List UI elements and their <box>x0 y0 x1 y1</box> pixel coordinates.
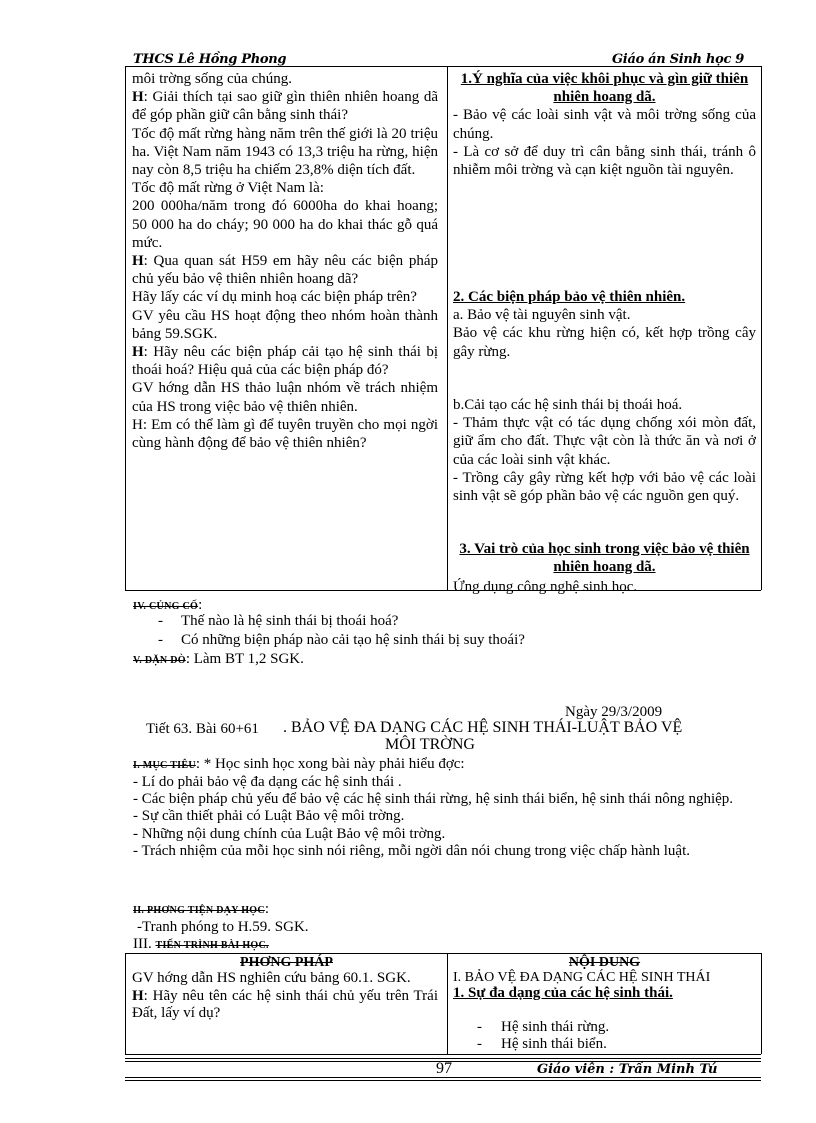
objective-4: - Trách nhiệm của mỗi học sinh nói riêng, mỗi ngời dân nói chung trong việc chấp hành luật. <box>133 842 690 859</box>
left-question-5: H: Qua quan sát H59 em hãy nêu các biện pháp chủ yếu bảo vệ thiên nhiên hoang dã? <box>132 253 438 288</box>
lesson-title-line1: . BẢO VỆ ĐA DẠNG CÁC HỆ SINH THÁI-LUẬT BẢO VỆ <box>283 719 683 736</box>
section3-heading: 3. Vai trò của học sinh trong việc bảo vệ thiên nhiên hoang dã. <box>459 541 750 576</box>
left-text-10: H: Em có thể làm gì để tuyên truyền cho mọi ngời cùng hành động để bảo vệ thiên nhiên? <box>132 416 438 452</box>
objectives-list <box>133 774 761 860</box>
left-text-7: GV yêu cầu HS hoạt động theo nhóm hoàn thành bảng 59.SGK. <box>132 307 438 342</box>
objective-1: - Các biện pháp chủ yếu để bảo vệ các hệ sinh thái rừng, hệ sinh thái biển, hệ sinh thái nông nghiệp. <box>133 791 734 808</box>
table2-right-sub: 1. Sự đa dạng của các hệ sinh thái. <box>453 985 673 1001</box>
table1-right-block3 <box>453 396 756 505</box>
consolidate-item-0: Thế nào là hệ sinh thái bị thoái hoá? <box>181 613 399 629</box>
section1-heading: 1.Ý nghĩa của việc khôi phục và gìn giữ thiên nhiên hoang dã. <box>460 71 749 106</box>
left-text-2: Tốc độ mất rừng hàng năm trên thế giới là 20 triệu ha. Việt Nam năm 1943 có 13,3 triệu ha rừng, hiện nay còn 8,5 triệu ha chiếm 23,8% diện tích đất. <box>132 125 438 179</box>
process-title: TIẾN TRÌNH BÀI HỌC. <box>155 940 269 951</box>
section2-item-1: Bảo vệ các khu rừng hiện có, kết hợp trồng cây gây rừng. <box>453 325 756 360</box>
left-text-3: Tốc độ mất rừng ở Việt Nam là: <box>132 180 324 197</box>
left-text-4: 200 000ha/năm trong đó 6000ha do khai hoang; 50 000 ha do cháy; 90 000 ha do khai thác gỗ quá mức. <box>132 198 438 251</box>
section2-heading: 2. Các biện pháp bảo vệ thiên nhiên. <box>453 289 686 305</box>
homework-text: : Làm BT 1,2 SGK. <box>185 651 304 667</box>
section2b-item-2: - Trồng cây gây rừng kết hợp với bảo vệ các loài sinh vật sẽ góp phần bảo vệ các nguồn gen quý. <box>453 469 756 505</box>
table1-right-block4 <box>453 540 756 597</box>
header-left: THCS Lê Hồng Phong <box>133 52 287 67</box>
footer-teacher: Giáo viên : Trần Minh Tú <box>537 1062 718 1077</box>
footer-rule-3 <box>125 1077 761 1078</box>
left-text-0: môi trờng sống của chúng. <box>132 71 292 87</box>
left-question-1: H: Giải thích tại sao giữ gìn thiên nhiên hoang dã để góp phần giữ cân bằng sinh thái? <box>132 89 438 124</box>
table1-right-block1 <box>453 70 756 179</box>
section2b-item-1: - Thảm thực vật có tác dụng chống xói mòn đất, giữ ẩm cho đất. Thực vật còn là thức ăn và nơi ở của các loài sinh vật khác. <box>453 415 756 468</box>
section3-text: Ứng dụng công nghệ sinh học. <box>453 579 638 596</box>
table2-right-border <box>761 953 762 1054</box>
homework-line <box>133 651 304 669</box>
process-title-line: III. TIẾN TRÌNH BÀI HỌC. <box>133 936 269 952</box>
header-right: Giáo án Sinh học 9 <box>612 52 745 67</box>
table2-dash-0: - <box>477 1019 482 1035</box>
equipment-title-line: II. PHƠNG TIỆN DẠY HỌC: <box>133 901 270 917</box>
objectives-intro-line <box>133 756 465 774</box>
table1-right-block2 <box>453 288 756 361</box>
equipment-title: II. PHƠNG TIỆN DẠY HỌC <box>133 905 265 916</box>
section1-item-1: - Là cơ sở để duy trì cân bằng sinh thái, tránh ô nhiễm môi trờng và cạn kiệt nguồn tài nguyên. <box>453 143 756 179</box>
table2-col2-head: NỘI DUNG <box>568 955 641 970</box>
consolidate-dash-1: - <box>158 632 163 648</box>
equipment-item: -Tranh phóng to H.59. SGK. <box>137 919 309 935</box>
table2-col1-head: PHƠNG PHÁP <box>240 955 333 970</box>
objectives-intro: : * Học sinh học xong bài này phải hiểu đợc: <box>195 756 465 772</box>
lesson-date: Ngày 29/3/2009 <box>565 704 663 720</box>
table2-left-question: H: Hãy nêu tên các hệ sinh thái chủ yếu trên Trái Đất, lấy ví dụ? <box>132 987 438 1021</box>
table1-right-border <box>761 66 762 590</box>
table2-right-title: I. BẢO VỆ ĐA DẠNG CÁC HỆ SINH THÁI <box>453 970 711 985</box>
homework-title: V. DẶN DÒ <box>133 655 186 666</box>
left-text-6: Hãy lấy các ví dụ minh hoạ các biện pháp trên? <box>132 289 417 306</box>
table1-left-cell <box>132 70 438 452</box>
consolidate-dash-0: - <box>158 613 163 629</box>
footer-rule-1 <box>125 1058 761 1059</box>
table2-item-0: Hệ sinh thái rừng. <box>501 1019 610 1035</box>
left-text-9: GV hớng dẫn HS thảo luận nhóm về trách nhiệm của HS trong việc bảo vệ thiên nhiên. <box>132 380 438 415</box>
table2-left-line1: GV hớng dẫn HS nghiên cứu bảng 60.1. SGK. <box>132 970 411 986</box>
table2-top-border <box>125 953 761 954</box>
page-number: 97 <box>436 1060 452 1077</box>
table1-mid-border <box>447 66 448 590</box>
objective-3: - Những nội dung chính của Luật Bảo vệ môi trờng. <box>133 825 446 842</box>
objective-2: - Sự cần thiết phải có Luật Bảo vệ môi trờng. <box>133 808 405 825</box>
section2b-item-0: b.Cải tạo các hệ sinh thái bị thoái hoá. <box>453 397 683 413</box>
footer-rule-4 <box>125 1080 761 1081</box>
consolidate-title-line: IV. CỦNG CỐ: <box>133 597 203 613</box>
lesson-title-line2: MÔI TRỜNG <box>385 736 475 753</box>
left-question-8: H: Hãy nêu các biện pháp cải tạo hệ sinh thái bị thoái hoá? Hiệu quả của các biện pháp đó? <box>132 344 438 379</box>
section1-item-0: - Bảo vệ các loài sinh vật và môi trờng sống của chúng. <box>453 107 756 142</box>
section2-item-0: a. Bảo vệ tài nguyên sinh vật. <box>453 307 631 324</box>
objectives-title: I. MỤC TIÊU <box>133 760 196 771</box>
table2-item-1: Hệ sinh thái biển. <box>501 1036 607 1052</box>
table1-left-border <box>125 66 126 590</box>
table1-top-border <box>125 66 761 67</box>
lesson-prefix: Tiết 63. Bài 60+61 <box>146 721 259 737</box>
consolidate-title: IV. CỦNG CỐ <box>133 601 199 612</box>
table2-bottom-border <box>125 1054 761 1055</box>
objective-0: - Lí do phải bảo vệ đa dạng các hệ sinh thái . <box>133 774 402 790</box>
consolidate-item-1: Có những biện pháp nào cải tạo hệ sinh thái bị suy thoái? <box>181 632 525 648</box>
table2-left-cell <box>132 970 438 1023</box>
table2-dash-1: - <box>477 1036 482 1052</box>
